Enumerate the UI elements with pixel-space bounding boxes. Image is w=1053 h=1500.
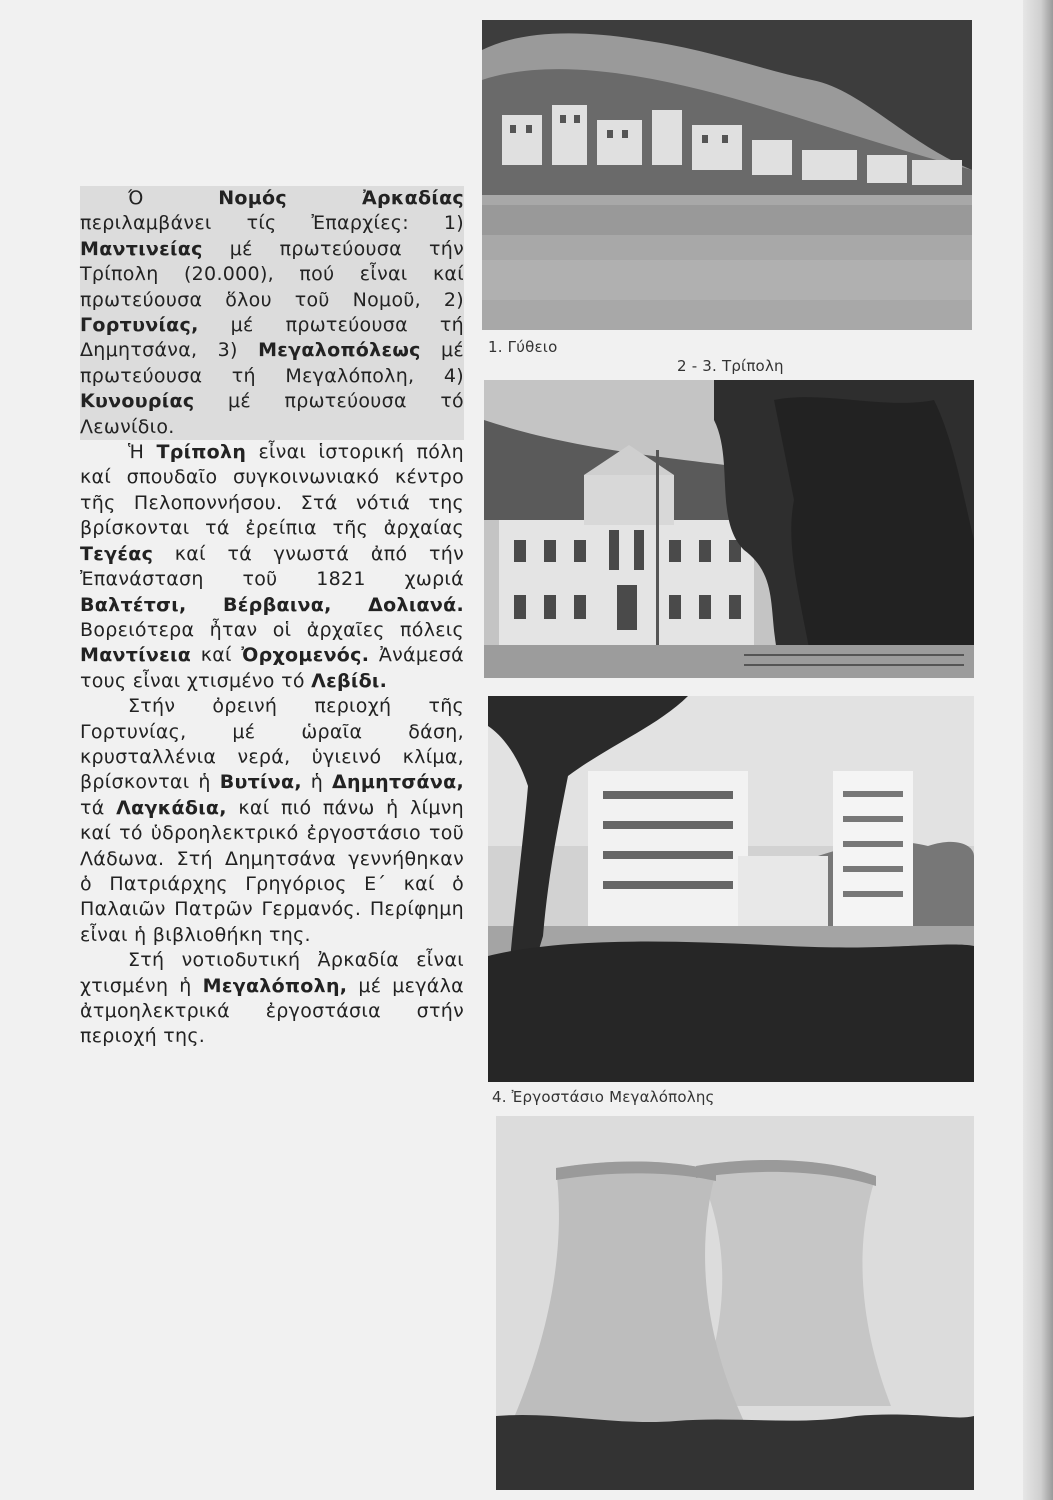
caption-1: 1. Γύθειο (488, 338, 558, 356)
bold-term: Λεβίδι. (311, 669, 388, 692)
text-run: ἡ (301, 771, 333, 794)
caption-4: 4. Ἐργοστάσιο Μεγαλόπολης (492, 1088, 715, 1106)
text-run: καί πιό πάνω ἡ λίμνη καί τό ὑδροηλεκτρικό ἐργοστάσιο τοῦ Λάδωνα. Στή Δημητσάνα γεννήθηκαν ὁ Πατριάρχης Γρηγόριος Ε΄ καί ὁ Παλαιῶν Πατρῶν Γερμανός. Περίφημη εἶναι ἡ βιβλιοθήκη της. (80, 796, 464, 946)
paragraph-2 (80, 440, 464, 694)
text-run: εἶναι ἱστορική πόλη καί σπουδαῖο συγκοινωνιακό κέντρο τῆς Πελοποννήσου. Στά νότιά της βρίσκονται τά ἐρείπια τῆς ἀρχαίας (80, 441, 465, 540)
text-run: μέ μεγάλα ἀτμοηλεκτρικά ἐργοστάσια στήν περιοχή της. (80, 974, 464, 1048)
text-run: περιλαμβάνει τίς Ἐπαρχίες: 1) (80, 212, 464, 235)
bold-term: Βυτίνα, (219, 771, 302, 794)
bold-term: Μεγαλοπόλεως (258, 339, 421, 362)
text-run: Βορειότερα ἦταν οἱ ἀρχαῖες πόλεις (80, 618, 464, 641)
text-run: Ἡ (128, 441, 157, 464)
photo-tripoli-square (488, 696, 974, 1082)
paragraph-4 (80, 948, 464, 1050)
text-run: καί τά γνωστά ἀπό τήν Ἐπανάσταση τοῦ 1821 χωριά (80, 542, 464, 591)
bold-term: Ὀρχομενός. (241, 644, 370, 667)
text-run: τά (80, 796, 117, 819)
text-run: καί (191, 644, 242, 667)
paragraph-1 (80, 186, 464, 440)
article-text (80, 186, 464, 1050)
photo-tripoli-building (484, 380, 974, 678)
photo-gytheio (482, 20, 972, 330)
bold-term: Μαντίνεια (80, 644, 192, 667)
bold-term: Βαλτέτσι, Βέρβαινα, Δολιανά. (80, 593, 464, 616)
bold-term: Νομός Ἀρκαδίας (218, 187, 464, 209)
intro-block (80, 186, 464, 440)
page-edge (1023, 0, 1053, 1500)
bold-term: Γορτυνίας, (80, 314, 199, 337)
text-run: Στή νοτιοδυτική Ἀρκαδία εἶναι χτισμένη ἡ (80, 949, 464, 997)
text-run: μέ πρωτεύουσα τό Λεωνίδιο. (80, 390, 464, 438)
text-run: Ἀνάμεσά τους εἶναι χτισμένο τό (80, 644, 465, 692)
paragraph-3 (80, 694, 464, 948)
text-run: Ό (128, 187, 219, 209)
text-run: μέ πρωτεύουσα τήν Τρίπολη (20.000), πού εἶναι καί πρωτεύουσα ὅλου τοῦ Νομοῦ, 2) (80, 237, 464, 311)
bold-term: Μεγαλόπολη, (202, 974, 348, 997)
photo-megalopoli-plant (496, 1116, 974, 1490)
text-run: Στήν ὀρεινή περιοχή τῆς Γορτυνίας, μέ ὡραῖα δάση, κρυσταλλένια νερά, ὑγιεινό κλίμα, βρίσκονται ἡ (80, 695, 464, 794)
text-run: μέ πρωτεύουσα τή Δημητσάνα, 3) (80, 314, 464, 362)
bold-term: Κυνουρίας (80, 390, 195, 413)
bold-term: Λαγκάδια, (116, 796, 227, 819)
bold-term: Τρίπολη (156, 441, 247, 464)
bold-term: Μαντινείας (80, 237, 203, 260)
bold-term: Τεγέας (80, 542, 154, 565)
caption-2-3: 2 - 3. Τρίπολη (677, 357, 784, 375)
text-run: μέ πρωτεύουσα τή Μεγαλόπολη, 4) (80, 339, 464, 387)
bold-term: Δημητσάνα, (332, 771, 464, 794)
